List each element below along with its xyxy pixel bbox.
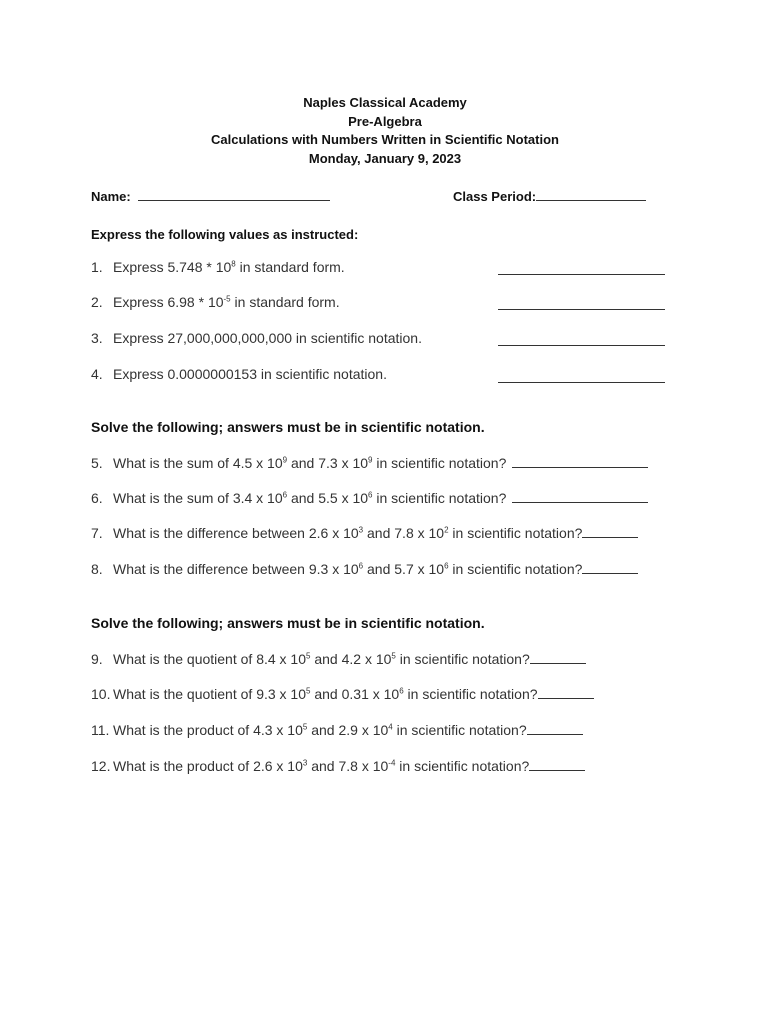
exponent: 5 [391,651,396,661]
answer-blank-4[interactable] [498,381,665,383]
section1-instruction: Express the following values as instructed: [91,227,359,242]
class-period-label: Class Period: [453,189,537,204]
question-text: in scientific notation? [448,525,583,541]
question-2 [91,294,340,310]
question-number: 3. [91,330,103,346]
question-number: 1. [91,259,103,275]
worksheet-date: Monday, January 9, 2023 [308,150,462,166]
exponent: 3 [358,525,364,535]
question-12 [91,758,585,774]
question-text: and 7.8 x 10 [307,758,389,774]
question-text: What is the quotient of 9.3 x 10 [113,686,307,702]
exponent: 4 [388,722,393,732]
question-text: What is the difference between 9.3 x 10 [113,561,359,577]
exponent: 5 [306,686,311,696]
class-period-field [453,188,646,204]
question-number: 6. [91,490,103,506]
worksheet-header [0,94,770,168]
answer-blank-10[interactable] [538,686,594,699]
question-text: in scientific notation? [395,651,530,667]
answer-blank-1[interactable] [498,273,665,275]
question-number: 2. [91,294,103,310]
answer-blank-7[interactable] [582,525,638,538]
question-3 [91,330,422,346]
question-text: in scientific notation? [372,455,507,471]
question-text: What is the sum of 3.4 x 10 [113,490,283,506]
school-name: Naples Classical Academy [303,95,467,110]
question-number: 4. [91,366,103,382]
question-number: 9. [91,651,103,667]
question-text: and 2.9 x 10 [307,722,389,738]
answer-blank-3[interactable] [498,344,665,346]
question-text: Express 0.0000000153 in scientific notation. [113,366,387,382]
exponent: -5 [223,294,231,304]
name-label: Name: [91,189,131,204]
question-text: in scientific notation? [372,490,507,506]
question-text: What is the product of 2.6 x 10 [113,758,303,774]
exponent: 6 [358,561,364,571]
answer-blank-2[interactable] [498,308,665,310]
question-number: 8. [91,561,103,577]
question-text: What is the quotient of 8.4 x 10 [113,651,307,667]
class-period-blank[interactable] [536,188,646,201]
question-10 [91,686,594,702]
question-text: in standard form. [235,259,345,275]
question-number: 12. [91,758,111,774]
section3-instruction: Solve the following; answers must be in scientific notation. [91,615,485,631]
answer-blank-8[interactable] [582,561,638,574]
question-text: What is the sum of 4.5 x 10 [113,455,283,471]
answer-blank-11[interactable] [527,722,583,735]
question-text: What is the product of 4.3 x 10 [113,722,303,738]
name-field [91,188,330,204]
worksheet-title: Calculations with Numbers Written in Scientific Notation [211,132,559,147]
question-text: in scientific notation? [395,758,530,774]
exponent: 6 [399,686,404,696]
question-text: and 5.5 x 10 [287,490,369,506]
exponent: -4 [388,758,396,768]
question-text: in standard form. [230,294,340,310]
question-11 [91,722,583,738]
question-text: and 4.2 x 10 [310,651,392,667]
exponent: 9 [282,455,288,465]
exponent: 6 [368,490,373,500]
section2-instruction: Solve the following; answers must be in scientific notation. [91,419,485,435]
question-text: in scientific notation? [448,561,583,577]
exponent: 6 [444,561,449,571]
question-number: 10. [91,686,111,702]
question-text: in scientific notation? [392,722,527,738]
answer-blank-5[interactable] [512,455,648,468]
answer-blank-12[interactable] [529,758,585,771]
question-text: in scientific notation? [403,686,538,702]
question-text: and 5.7 x 10 [363,561,445,577]
question-8 [91,561,638,577]
exponent: 2 [444,525,449,535]
exponent: 3 [302,758,308,768]
question-7 [91,525,638,541]
question-text: Express 27,000,000,000,000 in scientific notation. [113,330,422,346]
exponent: 6 [282,490,288,500]
question-number: 5. [91,455,103,471]
exponent: 5 [306,651,311,661]
question-6 [91,490,648,506]
exponent: 8 [231,259,236,269]
question-number: 11. [91,722,110,738]
question-text: and 7.3 x 10 [287,455,369,471]
exponent: 5 [302,722,308,732]
question-4 [91,366,387,382]
question-text: and 7.8 x 10 [363,525,445,541]
name-blank[interactable] [138,188,330,201]
answer-blank-9[interactable] [530,651,586,664]
question-text: What is the difference between 2.6 x 10 [113,525,359,541]
course-name: Pre-Algebra [348,113,422,129]
question-text: and 0.31 x 10 [310,686,400,702]
question-5 [91,455,648,471]
question-1 [91,259,345,275]
question-text: Express 5.748 * 10 [113,259,232,275]
question-number: 7. [91,525,103,541]
question-text: Express 6.98 * 10 [113,294,224,310]
answer-blank-6[interactable] [512,490,648,503]
exponent: 9 [368,455,373,465]
question-9 [91,651,586,667]
